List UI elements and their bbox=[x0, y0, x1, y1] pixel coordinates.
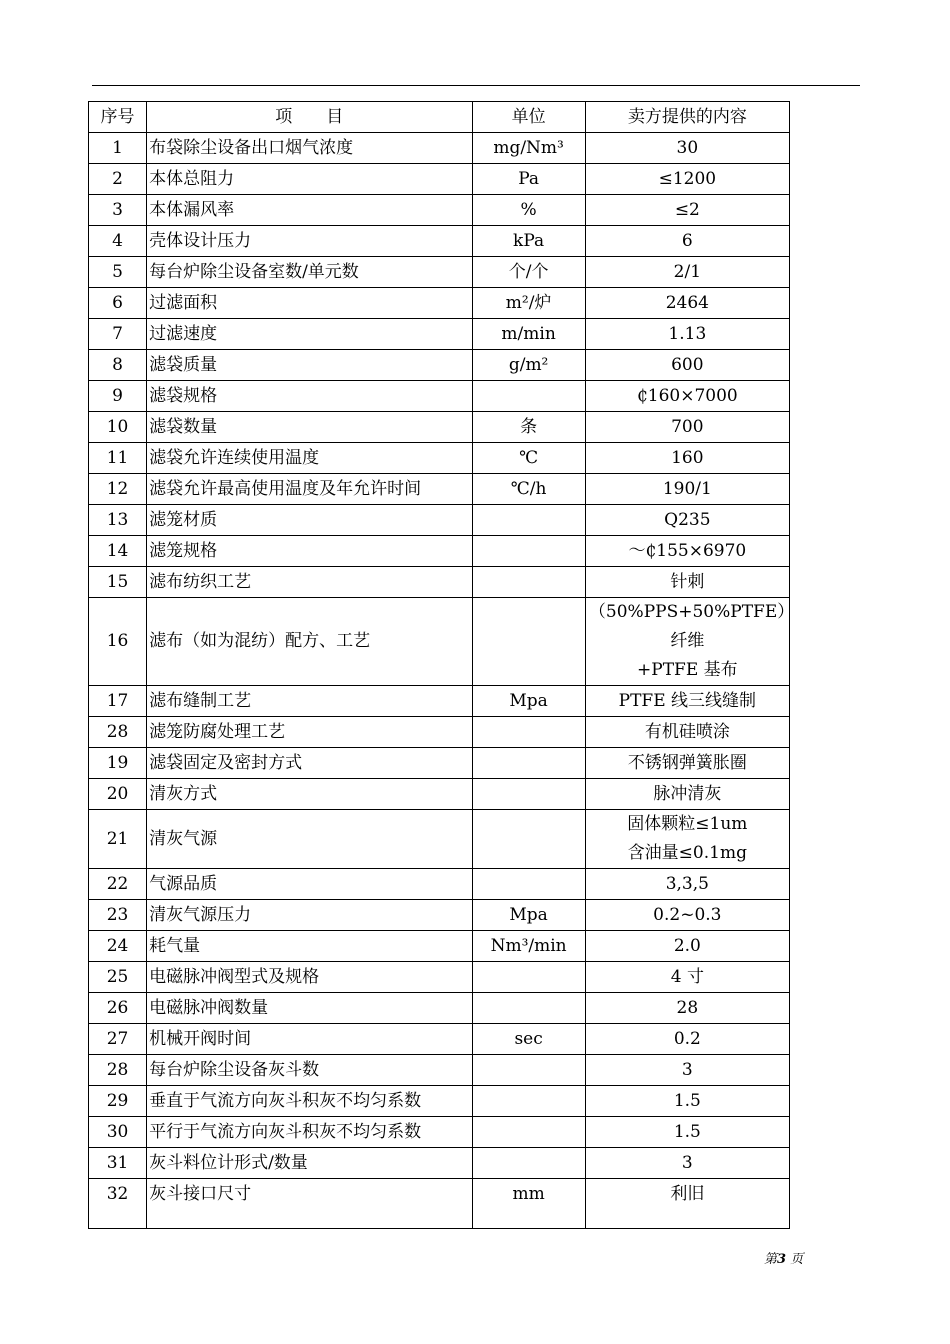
table-row bbox=[89, 567, 790, 598]
cell-item: 滤布（如为混纺）配方、工艺 bbox=[147, 598, 472, 686]
cell-value-line1: 固体颗粒≤1um bbox=[627, 814, 748, 834]
cell-value: 2464 bbox=[585, 288, 789, 319]
cell-item: 本体漏风率 bbox=[147, 195, 472, 226]
cell-value: 160 bbox=[585, 443, 789, 474]
table-body bbox=[89, 133, 790, 1229]
cell-item: 滤笼材质 bbox=[147, 505, 472, 536]
cell-item: 平行于气流方向灰斗积灰不均匀系数 bbox=[147, 1117, 472, 1148]
cell-no: 16 bbox=[89, 598, 147, 686]
header-value: 卖方提供的内容 bbox=[585, 102, 789, 133]
cell-no: 23 bbox=[89, 900, 147, 931]
cell-value: 针刺 bbox=[585, 567, 789, 598]
cell-no: 4 bbox=[89, 226, 147, 257]
table-row bbox=[89, 1148, 790, 1179]
cell-item: 滤袋固定及密封方式 bbox=[147, 748, 472, 779]
footer-suffix: 页 bbox=[790, 1252, 804, 1267]
table-row bbox=[89, 962, 790, 993]
cell-unit bbox=[472, 505, 585, 536]
table-row bbox=[89, 536, 790, 567]
cell-no: 24 bbox=[89, 931, 147, 962]
table-row bbox=[89, 257, 790, 288]
cell-unit bbox=[472, 810, 585, 869]
cell-unit bbox=[472, 598, 585, 686]
cell-value: 脉冲清灰 bbox=[585, 779, 789, 810]
cell-value: ≤1200 bbox=[585, 164, 789, 195]
table-row bbox=[89, 869, 790, 900]
table-row bbox=[89, 1179, 790, 1229]
cell-no: 21 bbox=[89, 810, 147, 869]
cell-unit: ℃ bbox=[472, 443, 585, 474]
table-row bbox=[89, 1024, 790, 1055]
cell-no: 28 bbox=[89, 717, 147, 748]
cell-unit bbox=[472, 381, 585, 412]
cell-unit bbox=[472, 567, 585, 598]
table-row bbox=[89, 381, 790, 412]
cell-value-line1: （50%PPS+50%PTFE）纤维 bbox=[588, 602, 786, 651]
cell-value bbox=[585, 810, 789, 869]
cell-no: 19 bbox=[89, 748, 147, 779]
cell-no: 1 bbox=[89, 133, 147, 164]
cell-item: 滤袋规格 bbox=[147, 381, 472, 412]
cell-item: 清灰气源 bbox=[147, 810, 472, 869]
cell-item: 滤袋质量 bbox=[147, 350, 472, 381]
cell-unit: Mpa bbox=[472, 900, 585, 931]
cell-no: 20 bbox=[89, 779, 147, 810]
cell-value: ～₵155×6970 bbox=[585, 536, 789, 567]
cell-unit bbox=[472, 717, 585, 748]
cell-value-line2: 含油量≤0.1mg bbox=[627, 843, 747, 863]
cell-value: 不锈钢弹簧胀圈 bbox=[585, 748, 789, 779]
cell-unit bbox=[472, 869, 585, 900]
cell-item: 滤笼防腐处理工艺 bbox=[147, 717, 472, 748]
cell-unit: m/min bbox=[472, 319, 585, 350]
table-row bbox=[89, 717, 790, 748]
spec-table bbox=[88, 101, 790, 1229]
table-row bbox=[89, 1117, 790, 1148]
cell-value: 1.5 bbox=[585, 1086, 789, 1117]
cell-no: 17 bbox=[89, 686, 147, 717]
cell-value: ₵160×7000 bbox=[585, 381, 789, 412]
table-row bbox=[89, 900, 790, 931]
table-row bbox=[89, 748, 790, 779]
table-header-row bbox=[89, 102, 790, 133]
cell-unit: m²/炉 bbox=[472, 288, 585, 319]
table-row bbox=[89, 779, 790, 810]
cell-unit: 个/个 bbox=[472, 257, 585, 288]
header-no: 序号 bbox=[89, 102, 147, 133]
table-row bbox=[89, 810, 790, 869]
cell-no: 26 bbox=[89, 993, 147, 1024]
table-row bbox=[89, 598, 790, 686]
cell-no: 30 bbox=[89, 1117, 147, 1148]
header-unit: 单位 bbox=[472, 102, 585, 133]
cell-no: 29 bbox=[89, 1086, 147, 1117]
cell-item: 每台炉除尘设备室数/单元数 bbox=[147, 257, 472, 288]
cell-value: 700 bbox=[585, 412, 789, 443]
cell-no: 27 bbox=[89, 1024, 147, 1055]
table-row bbox=[89, 164, 790, 195]
cell-item: 清灰方式 bbox=[147, 779, 472, 810]
cell-no: 25 bbox=[89, 962, 147, 993]
cell-item: 每台炉除尘设备灰斗数 bbox=[147, 1055, 472, 1086]
table-row bbox=[89, 412, 790, 443]
cell-value-line2: +PTFE 基布 bbox=[637, 660, 738, 680]
cell-no: 15 bbox=[89, 567, 147, 598]
cell-no: 7 bbox=[89, 319, 147, 350]
cell-unit bbox=[472, 1148, 585, 1179]
cell-unit bbox=[472, 962, 585, 993]
cell-unit: g/m² bbox=[472, 350, 585, 381]
footer-page-number: 3 bbox=[777, 1252, 787, 1267]
cell-unit bbox=[472, 1117, 585, 1148]
table-row bbox=[89, 474, 790, 505]
cell-unit: Pa bbox=[472, 164, 585, 195]
table-row bbox=[89, 133, 790, 164]
cell-item: 电磁脉冲阀型式及规格 bbox=[147, 962, 472, 993]
cell-no: 28 bbox=[89, 1055, 147, 1086]
cell-no: 32 bbox=[89, 1179, 147, 1229]
cell-unit: Mpa bbox=[472, 686, 585, 717]
cell-item: 本体总阻力 bbox=[147, 164, 472, 195]
cell-unit: Nm³/min bbox=[472, 931, 585, 962]
cell-no: 6 bbox=[89, 288, 147, 319]
table-row bbox=[89, 931, 790, 962]
header-item: 项 目 bbox=[147, 102, 472, 133]
cell-unit: 条 bbox=[472, 412, 585, 443]
cell-no: 3 bbox=[89, 195, 147, 226]
cell-item: 耗气量 bbox=[147, 931, 472, 962]
table-row bbox=[89, 686, 790, 717]
cell-unit bbox=[472, 536, 585, 567]
cell-no: 2 bbox=[89, 164, 147, 195]
cell-no: 13 bbox=[89, 505, 147, 536]
cell-value: 6 bbox=[585, 226, 789, 257]
cell-value: Q235 bbox=[585, 505, 789, 536]
cell-value: 600 bbox=[585, 350, 789, 381]
cell-item: 滤笼规格 bbox=[147, 536, 472, 567]
cell-item: 机械开阀时间 bbox=[147, 1024, 472, 1055]
table-row bbox=[89, 993, 790, 1024]
cell-unit bbox=[472, 993, 585, 1024]
cell-value: 0.2~0.3 bbox=[585, 900, 789, 931]
table-row bbox=[89, 195, 790, 226]
cell-value: 3 bbox=[585, 1148, 789, 1179]
cell-item: 垂直于气流方向灰斗积灰不均匀系数 bbox=[147, 1086, 472, 1117]
cell-unit: ℃/h bbox=[472, 474, 585, 505]
table-row bbox=[89, 505, 790, 536]
cell-unit bbox=[472, 779, 585, 810]
cell-no: 5 bbox=[89, 257, 147, 288]
table-row bbox=[89, 319, 790, 350]
cell-item: 滤袋数量 bbox=[147, 412, 472, 443]
cell-unit: mg/Nm³ bbox=[472, 133, 585, 164]
cell-no: 14 bbox=[89, 536, 147, 567]
cell-unit bbox=[472, 748, 585, 779]
cell-value: 0.2 bbox=[585, 1024, 789, 1055]
cell-unit: % bbox=[472, 195, 585, 226]
cell-value: 1.5 bbox=[585, 1117, 789, 1148]
cell-item: 布袋除尘设备出口烟气浓度 bbox=[147, 133, 472, 164]
cell-item: 滤布缝制工艺 bbox=[147, 686, 472, 717]
cell-item: 过滤面积 bbox=[147, 288, 472, 319]
cell-value: 2/1 bbox=[585, 257, 789, 288]
cell-no: 22 bbox=[89, 869, 147, 900]
cell-no: 9 bbox=[89, 381, 147, 412]
cell-value: 2.0 bbox=[585, 931, 789, 962]
cell-unit: kPa bbox=[472, 226, 585, 257]
cell-value: 1.13 bbox=[585, 319, 789, 350]
cell-no: 11 bbox=[89, 443, 147, 474]
cell-value: 3,3,5 bbox=[585, 869, 789, 900]
cell-value: 30 bbox=[585, 133, 789, 164]
table-row bbox=[89, 1055, 790, 1086]
cell-value: 28 bbox=[585, 993, 789, 1024]
cell-item: 滤袋允许最高使用温度及年允许时间 bbox=[147, 474, 472, 505]
cell-no: 31 bbox=[89, 1148, 147, 1179]
cell-item: 滤布纺织工艺 bbox=[147, 567, 472, 598]
cell-unit: sec bbox=[472, 1024, 585, 1055]
cell-item: 灰斗料位计形式/数量 bbox=[147, 1148, 472, 1179]
cell-item: 清灰气源压力 bbox=[147, 900, 472, 931]
cell-unit: mm bbox=[472, 1179, 585, 1229]
cell-value: PTFE 线三线缝制 bbox=[585, 686, 789, 717]
cell-value: 190/1 bbox=[585, 474, 789, 505]
cell-unit bbox=[472, 1086, 585, 1117]
table-row bbox=[89, 226, 790, 257]
cell-item: 电磁脉冲阀数量 bbox=[147, 993, 472, 1024]
table-row bbox=[89, 288, 790, 319]
cell-value: 利旧 bbox=[585, 1179, 789, 1229]
cell-item: 过滤速度 bbox=[147, 319, 472, 350]
cell-no: 12 bbox=[89, 474, 147, 505]
page-footer bbox=[764, 1248, 803, 1267]
cell-item: 气源品质 bbox=[147, 869, 472, 900]
table-row bbox=[89, 350, 790, 381]
cell-value: 3 bbox=[585, 1055, 789, 1086]
cell-value: 4 寸 bbox=[585, 962, 789, 993]
header-rule bbox=[92, 85, 860, 86]
cell-item: 壳体设计压力 bbox=[147, 226, 472, 257]
cell-no: 10 bbox=[89, 412, 147, 443]
cell-value: 有机硅喷涂 bbox=[585, 717, 789, 748]
footer-prefix: 第 bbox=[764, 1252, 778, 1267]
cell-unit bbox=[472, 1055, 585, 1086]
cell-item: 滤袋允许连续使用温度 bbox=[147, 443, 472, 474]
table-row bbox=[89, 1086, 790, 1117]
cell-no: 8 bbox=[89, 350, 147, 381]
cell-item: 灰斗接口尺寸 bbox=[147, 1179, 472, 1229]
cell-value: ≤2 bbox=[585, 195, 789, 226]
table-row bbox=[89, 443, 790, 474]
cell-value bbox=[585, 598, 789, 686]
